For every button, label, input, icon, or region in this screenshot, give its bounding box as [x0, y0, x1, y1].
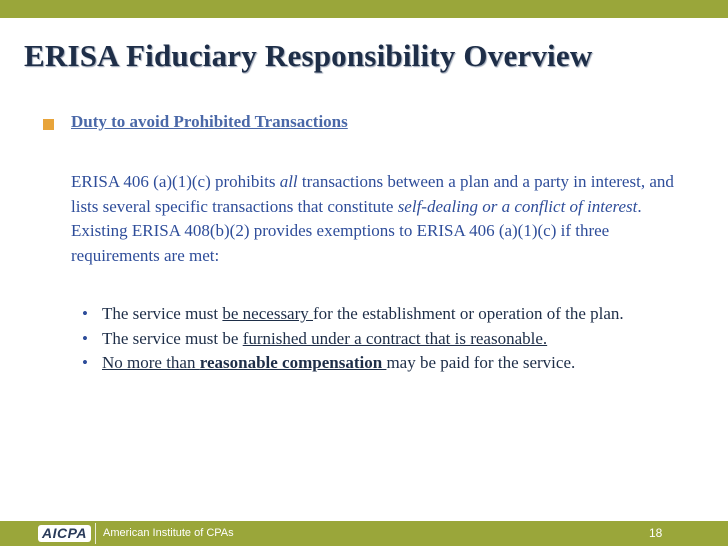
paragraph-italic-self-dealing: self-dealing or a conflict of interest: [397, 196, 638, 216]
body-paragraph: [71, 170, 691, 268]
footer-divider: [95, 523, 96, 544]
top-accent-bar: [0, 0, 728, 18]
list-item: [80, 327, 680, 352]
organization-name: American Institute of CPAs: [103, 527, 234, 539]
list-item: [80, 351, 680, 376]
list-item: [80, 302, 680, 327]
bullet-text: for the establishment or operation of the plan.: [313, 304, 624, 323]
square-bullet-icon: [43, 119, 54, 130]
underlined-text: No more than: [102, 353, 200, 372]
slide-title: ERISA Fiduciary Responsibility Overview: [24, 38, 593, 73]
paragraph-italic-all: all: [279, 172, 298, 191]
underlined-bold-text: reasonable compensation: [199, 353, 387, 372]
page-number: 18: [649, 526, 663, 540]
underlined-text: be necessary: [222, 304, 314, 323]
bullet-text: may be paid for the service.: [386, 353, 576, 372]
paragraph-text: transactions between a plan and a party in interest, and lists several specific transactions that constitute: [71, 172, 674, 216]
bullet-text: The service must: [102, 304, 223, 323]
requirements-list: [80, 302, 680, 376]
bullet-text: The service must be: [102, 328, 243, 348]
underlined-text: furnished under a contract that is reasonable.: [242, 328, 548, 348]
paragraph-text: . Existing ERISA 408(b)(2) provides exemptions to ERISA 406 (a)(1)(c) if three requirements are met:: [71, 196, 642, 265]
footer-bar: [0, 521, 728, 546]
subheading: Duty to avoid Prohibited Transactions: [71, 112, 348, 131]
aicpa-logo: AICPA: [38, 525, 91, 542]
paragraph-text: ERISA 406 (a)(1)(c) prohibits: [71, 172, 280, 191]
